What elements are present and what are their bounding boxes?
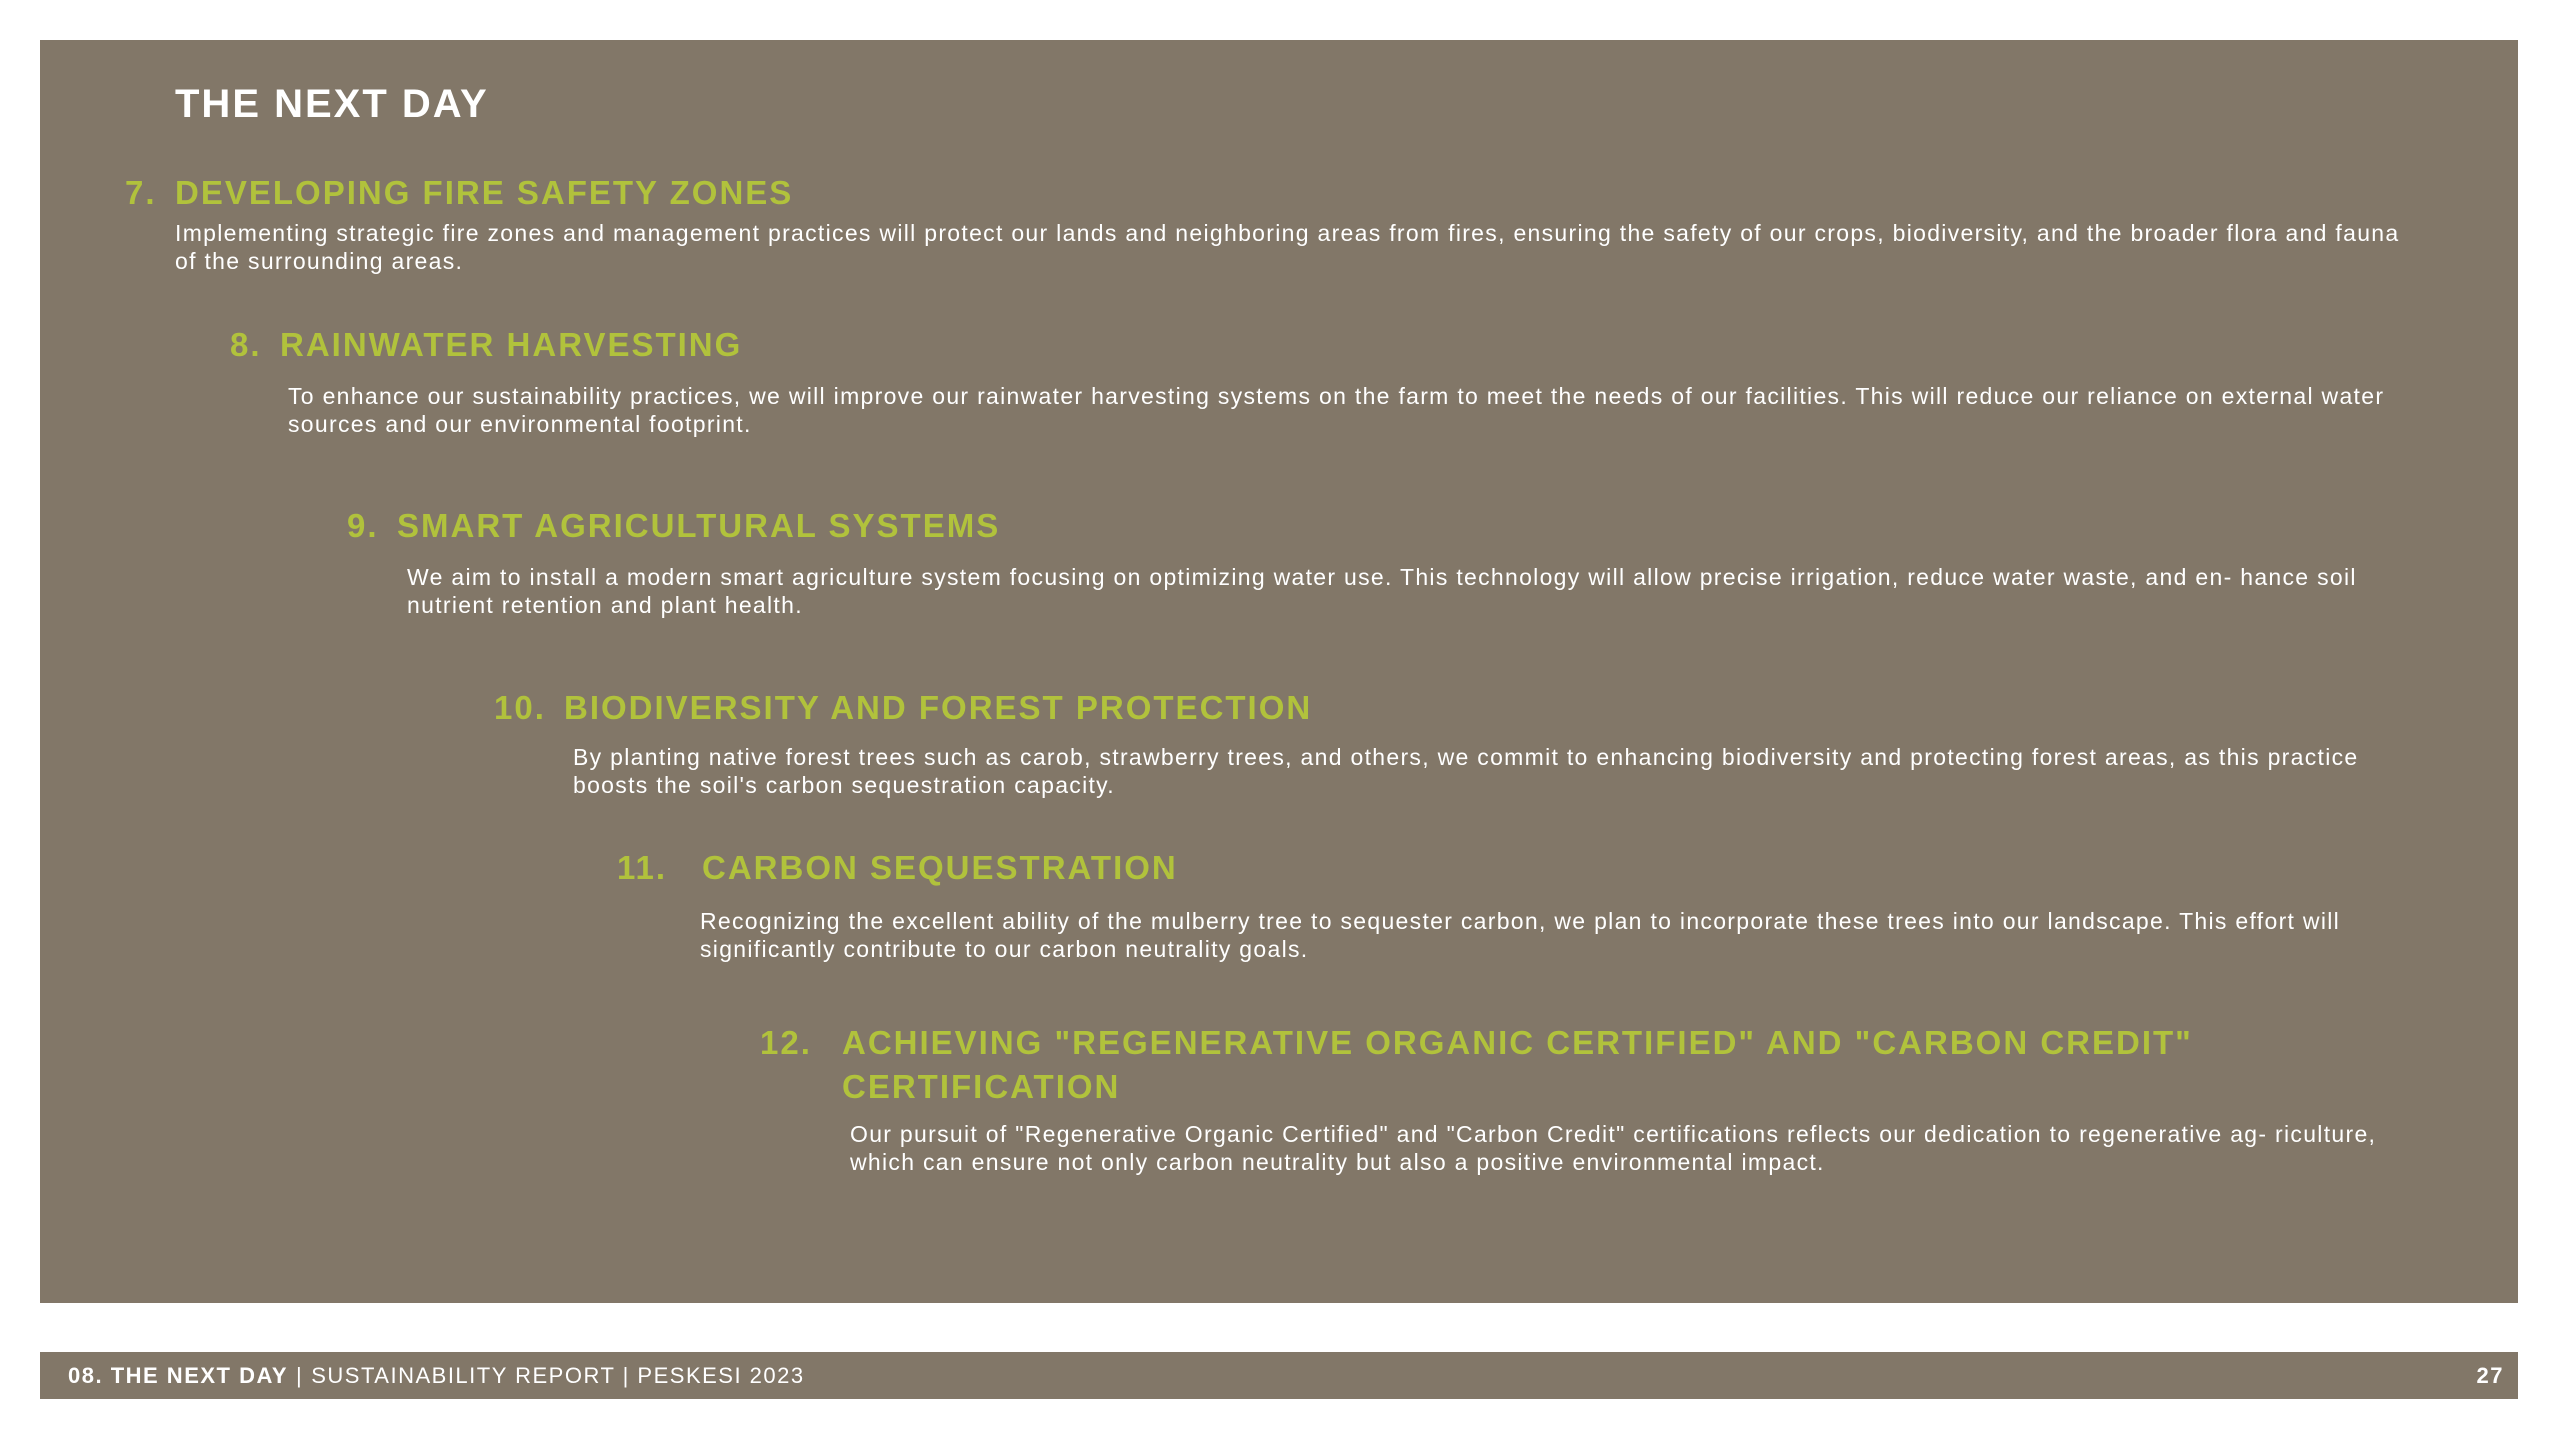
section-heading [347, 504, 1847, 548]
section-number: 10. [494, 689, 546, 726]
section-body: We aim to install a modern smart agriculture system focusing on optimizing water use. This technology will allow precise irrigation, reduce water waste, and en- hance soil nutrient retention and plant health. [407, 564, 2357, 618]
section-number: 9. [347, 507, 379, 544]
section-heading [760, 1021, 2280, 1109]
section-body: Recognizing the excellent ability of the mulberry tree to sequester carbon, we plan to incorporate these trees into our landscape. This effort will significantly contribute to our carbon neutrality goals. [700, 908, 2341, 962]
section-body: Our pursuit of "Regenerative Organic Certified" and "Carbon Credit" certifications reflects our dedication to regenerative ag- riculture, which can ensure not only carbon neutrality but also a positive environmental impact. [850, 1121, 2377, 1175]
section-heading [617, 846, 2117, 890]
section-number: 12. [760, 1024, 812, 1061]
footer-section-label: 08. THE NEXT DAY [68, 1363, 289, 1388]
section-title: SMART AGRICULTURAL SYSTEMS [397, 507, 1001, 544]
section-title: DEVELOPING FIRE SAFETY ZONES [175, 174, 794, 211]
footer-breadcrumb [68, 1352, 805, 1399]
section-title: CARBON SEQUESTRATION [702, 849, 1178, 886]
section-heading [230, 323, 1730, 367]
section-body: Implementing strategic fire zones and management practices will protect our lands and neighboring areas from fires, ensuring the safety of our crops, biodiversity, and the broader flora and fauna of the surrounding areas. [175, 220, 2400, 274]
footer-report-label: SUSTAINABILITY REPORT | PESKESI 2023 [311, 1363, 805, 1388]
section-body: To enhance our sustainability practices, we will improve our rainwater harvesting systems on the farm to meet the needs of our facilities. This will reduce our reliance on external water sources and our environmental footprint. [288, 383, 2385, 437]
page-number: 27 [2476, 1363, 2504, 1388]
section-title: ACHIEVING "REGENERATIVE ORGANIC CERTIFIED" AND "CARBON CREDIT" CERTIFICATION [842, 1024, 2193, 1105]
section-body: By planting native forest trees such as carob, strawberry trees, and others, we commit to enhancing biodiversity and protecting forest areas, as this practice boosts the soil's carbon sequestration capacity. [573, 744, 2359, 798]
section-number: 11. [617, 849, 668, 886]
section-heading [494, 686, 2094, 730]
section-title: RAINWATER HARVESTING [280, 326, 743, 363]
page-title: THE NEXT DAY [175, 82, 489, 126]
section-number: 7. [125, 174, 157, 211]
section-number: 8. [230, 326, 262, 363]
section-heading [125, 171, 1625, 215]
page-footer [40, 1352, 2518, 1399]
section-title: BIODIVERSITY AND FOREST PROTECTION [564, 689, 1313, 726]
footer-separator: | [296, 1363, 304, 1388]
